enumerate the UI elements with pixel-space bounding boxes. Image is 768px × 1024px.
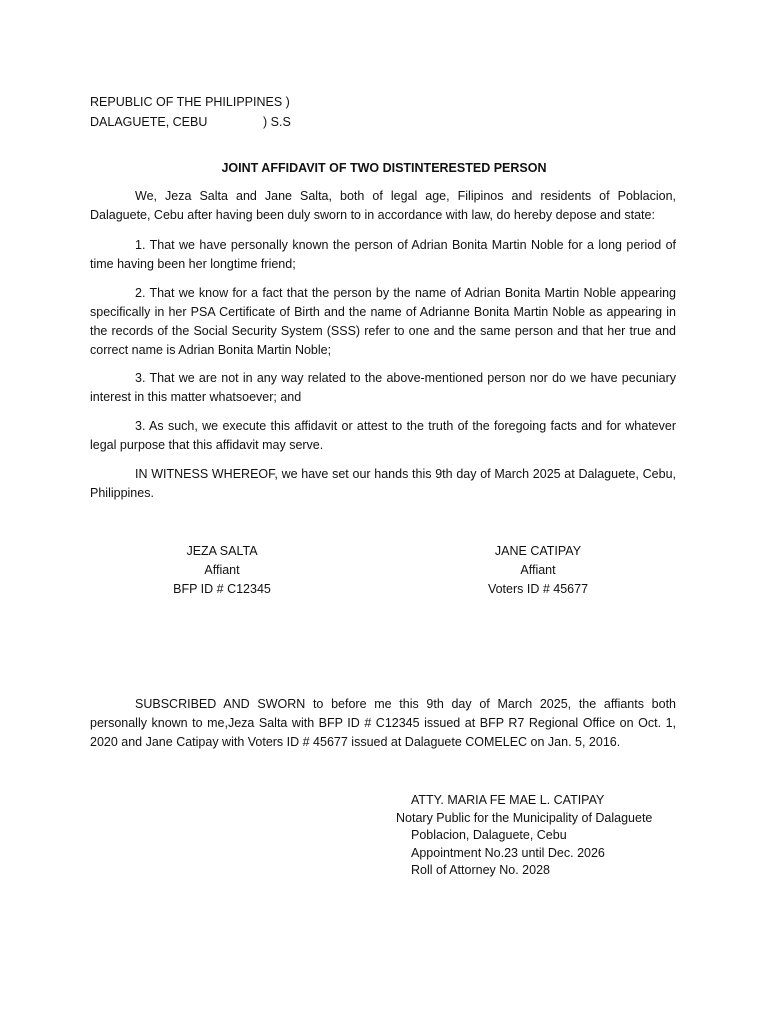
notary-address: Poblacion, Dalaguete, Cebu	[411, 828, 567, 842]
statement-1: 1. That we have personally known the person of Adrian Bonita Martin Noble for a long period of time having been her longtime friend;	[90, 238, 676, 271]
statement-4: 3. As such, we execute this affidavit or attest to the truth of the foregoing facts and for whatever legal purpose that this affidavit may serve.	[90, 419, 676, 452]
affiant-role: Affiant	[520, 563, 556, 577]
notary-title: Notary Public for the Municipality of Dalaguete	[396, 810, 653, 825]
notary-block	[396, 792, 652, 880]
notary-roll: Roll of Attorney No. 2028	[411, 863, 550, 877]
affiant-id: BFP ID # C12345	[173, 582, 271, 596]
venue-line-municipality	[90, 114, 291, 130]
affiant-role: Affiant	[204, 563, 240, 577]
notary-appointment: Appointment No.23 until Dec. 2026	[411, 845, 605, 860]
witness-paragraph: IN WITNESS WHEREOF, we have set our hands this 9th day of March 2025 at Dalaguete, Cebu, Philippines.	[90, 467, 676, 500]
document-title: JOINT AFFIDAVIT OF TWO DISTINTERESTED PERSON	[221, 161, 547, 175]
venue-ss: ) S.S	[263, 115, 291, 129]
affiant-id: Voters ID # 45677	[487, 582, 589, 596]
statement-2: 2. That we know for a fact that the person by the name of Adrian Bonita Martin Noble appearing specifically in her PSA Certificate of Birth and the name of Adrianne Bonita Martin Noble as appearing in the records of the Social Security System (SSS) refer to one and the same person and that her true and correct name is Adrian Bonita Martin Noble;	[90, 286, 676, 357]
affiant-name: JANE CATIPAY	[494, 544, 582, 558]
notary-name: ATTY. MARIA FE MAE L. CATIPAY	[411, 793, 605, 807]
affiant-signature-block-left	[132, 542, 312, 599]
jurat-paragraph: SUBSCRIBED AND SWORN to before me this 9th day of March 2025, the affiants both personally known to me,Jeza Salta with BFP ID # C12345 issued at BFP R7 Regional Office on Oct. 1, 2020 and Jane Catipay with Voters ID # 45677 issued at Dalaguete COMELEC on Jan. 5, 2016.	[90, 697, 676, 749]
venue-line-republic: REPUBLIC OF THE PHILIPPINES )	[90, 95, 290, 109]
affiant-name: JEZA SALTA	[186, 544, 258, 558]
venue-municipality: DALAGUETE, CEBU	[90, 115, 208, 129]
intro-paragraph: We, Jeza Salta and Jane Salta, both of legal age, Filipinos and residents of Poblacion, Dalaguete, Cebu after having been duly sworn to in accordance with law, do hereby depose and state:	[90, 189, 676, 222]
affiant-signature-block-right	[448, 542, 628, 599]
statement-3: 3. That we are not in any way related to the above-mentioned person nor do we have pecuniary interest in this matter whatsoever; and	[90, 371, 676, 404]
